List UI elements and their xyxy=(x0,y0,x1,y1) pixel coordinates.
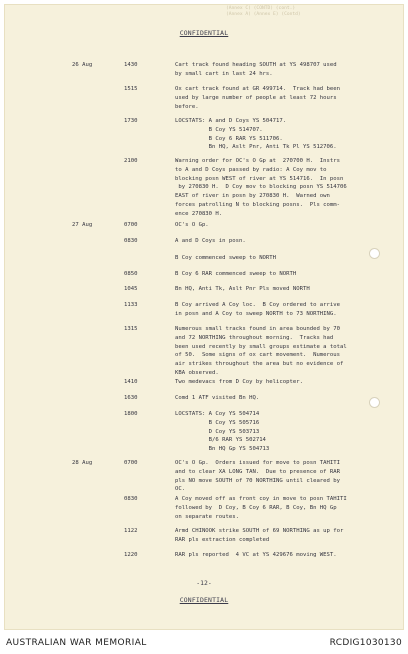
entry-time: 1045 xyxy=(124,286,138,292)
entry-time: 0700 xyxy=(124,222,138,228)
entry-text-line: Numerous small tracks found in area bounded by 70 xyxy=(175,326,341,332)
bleed-through-text: (Annex C) (CONTD) (cont.) xyxy=(226,6,296,11)
entry-text xyxy=(175,378,397,387)
entry-text-line: D Coy YS 503713 xyxy=(175,428,260,435)
entry-text-line: B Coy arrived A Coy loc. B Coy ordered to arrive xyxy=(175,302,341,308)
entry-text-line: Two medevacs from D Coy by helicopter. xyxy=(175,379,303,385)
entry-text-line: by small cart in last 24 hrs. xyxy=(175,70,273,77)
entry-time: 0830 xyxy=(124,496,138,502)
entry-text-line: ence 270830 H. xyxy=(175,210,223,217)
entry-text-line: Bn HQ Gp YS 504713 xyxy=(175,446,270,453)
entry-text-line: RAR pls reported 4 VC at YS 429676 moving WEST. xyxy=(175,552,337,558)
entry-text xyxy=(175,254,397,263)
entry-time: 0850 xyxy=(124,271,138,277)
entry-text-line: LOCSTATS: A and D Coys YS 504717. xyxy=(175,118,287,124)
entry-text-line: on separate routes. xyxy=(175,513,239,520)
entry-text-line: A Coy moved off as front coy in move to posn TAHITI xyxy=(175,496,347,502)
entry-date: 27 Aug xyxy=(72,222,93,228)
entry-time: 1630 xyxy=(124,395,138,401)
entry-text-line: been used recently by small groups estimate a total xyxy=(175,343,347,350)
bleed-through-text: (Annex A) (Annex E) (Contd) xyxy=(226,12,301,17)
entry-text-line: B Coy YS 505716 xyxy=(175,419,260,426)
entry-text xyxy=(175,85,397,111)
entry-time: 1430 xyxy=(124,62,138,68)
institution-name: AUSTRALIAN WAR MEMORIAL xyxy=(6,638,147,648)
entry-text xyxy=(175,61,397,79)
entry-text-line: KBA observed. xyxy=(175,369,219,376)
entry-date: 28 Aug xyxy=(72,460,93,466)
entry-text-line: Warning order for OC's O Gp at 270700 H. Instrs xyxy=(175,158,341,164)
entry-text xyxy=(175,459,397,494)
header-classification: CONFIDENTIAL xyxy=(179,29,229,37)
entry-text xyxy=(175,527,397,545)
entry-text-line: Comd 1 ATF visited Bn HQ. xyxy=(175,395,260,401)
entry-text-line: Ox cart track found at GR 499714. Track had been xyxy=(175,86,341,92)
page-number: -12- xyxy=(196,579,212,587)
entry-time: 1730 xyxy=(124,118,138,124)
entry-time: 0700 xyxy=(124,460,138,466)
document-page xyxy=(4,4,404,630)
entry-text-line: OC's O Gp. xyxy=(175,222,209,228)
entry-date: 26 Aug xyxy=(72,62,93,68)
entry-text-line: B Coy 6 RAR YS 511706. xyxy=(175,135,283,142)
entry-text-line: OC. xyxy=(175,486,186,493)
entry-time: 1315 xyxy=(124,326,138,332)
entry-time: 1122 xyxy=(124,528,138,534)
entry-text xyxy=(175,237,397,246)
entry-text-line: Cart track found heading SOUTH at YS 498707 used xyxy=(175,62,337,68)
entry-text xyxy=(175,301,397,319)
entry-time: 0830 xyxy=(124,238,138,244)
entry-text-line: Bn HQ, Anti Tk, Aslt Pnr Pls moved NORTH xyxy=(175,286,310,292)
entry-text xyxy=(175,551,397,560)
entry-text xyxy=(175,157,397,219)
entry-text xyxy=(175,270,397,279)
entry-time: 1410 xyxy=(124,379,138,385)
entry-text-line: B Coy 6 RAR commenced sweep to NORTH xyxy=(175,271,297,277)
entry-text-line: B Coy commenced sweep to NORTH xyxy=(175,255,277,261)
entry-text xyxy=(175,394,397,403)
entry-time: 1133 xyxy=(124,302,138,308)
entry-text-line: Armd CHINOOK strike SOUTH of 69 NORTHING as up for xyxy=(175,528,344,534)
entry-time: 1220 xyxy=(124,552,138,558)
entry-text-line: EAST of river in posn by 270830 H. Warned own xyxy=(175,193,330,200)
entry-text xyxy=(175,325,397,378)
entry-text xyxy=(175,495,397,521)
record-reference: RCDIG1030130 xyxy=(329,638,402,648)
entry-text-line: pls NO move SOUTH of 70 NORTHING until cleared by xyxy=(175,477,341,484)
entry-text-line: by 270830 H. D Coy mov to blocking posn YS 514706 xyxy=(175,184,347,191)
entry-text-line: air strikes throughout the area but no evidence of xyxy=(175,361,344,368)
entry-text xyxy=(175,117,397,152)
entry-text xyxy=(175,285,397,294)
entry-time: 2100 xyxy=(124,158,138,164)
entry-text-line: RAR pls extraction completed xyxy=(175,536,270,543)
entry-time: 1800 xyxy=(124,411,138,417)
entry-text-line: to A and D Coys passed by radio: A Coy mov to xyxy=(175,166,327,173)
entry-text-line: and to clear XA LONG TAN. Due to presence of RAR xyxy=(175,468,341,475)
entry-text-line: B/6 RAR YS 502714 xyxy=(175,437,266,444)
entry-text-line: followed by D Coy, B Coy 6 RAR, B Coy, Bn HQ Gp xyxy=(175,504,337,511)
entry-text-line: B Coy YS 514707. xyxy=(175,126,263,133)
entry-text-line: before. xyxy=(175,103,199,110)
entry-time: 1515 xyxy=(124,86,138,92)
entry-text-line: blocking posn WEST of river at YS 514716. In posn xyxy=(175,175,344,182)
footer-classification: CONFIDENTIAL xyxy=(179,596,229,604)
entry-text-line: Bn HQ, Aslt Pnr, Anti Tk Pl YS 512706. xyxy=(175,144,337,151)
entry-text-line: of 50. Some signs of ox cart movement. Numerous xyxy=(175,352,341,359)
entry-text-line: forces patrolling N to blocking posns. Pls comm- xyxy=(175,201,341,208)
entry-text-line: in posn and A Coy to sweep NORTH to 73 NORTHING. xyxy=(175,310,337,317)
entry-text-line: LOCSTATS: A Coy YS 504714 xyxy=(175,411,260,417)
entry-text xyxy=(175,410,397,454)
entry-text-line: used by large number of people at least 72 hours xyxy=(175,94,337,101)
entry-text-line: A and D Coys in posn. xyxy=(175,238,246,244)
entry-text xyxy=(175,221,397,230)
entry-text-line: and 72 NORTHING throughout morning. Tracks had xyxy=(175,334,334,341)
entry-text-line: OC's O Gp. Orders issued for move to posn TAHITI xyxy=(175,460,341,466)
archive-footer xyxy=(0,632,408,654)
